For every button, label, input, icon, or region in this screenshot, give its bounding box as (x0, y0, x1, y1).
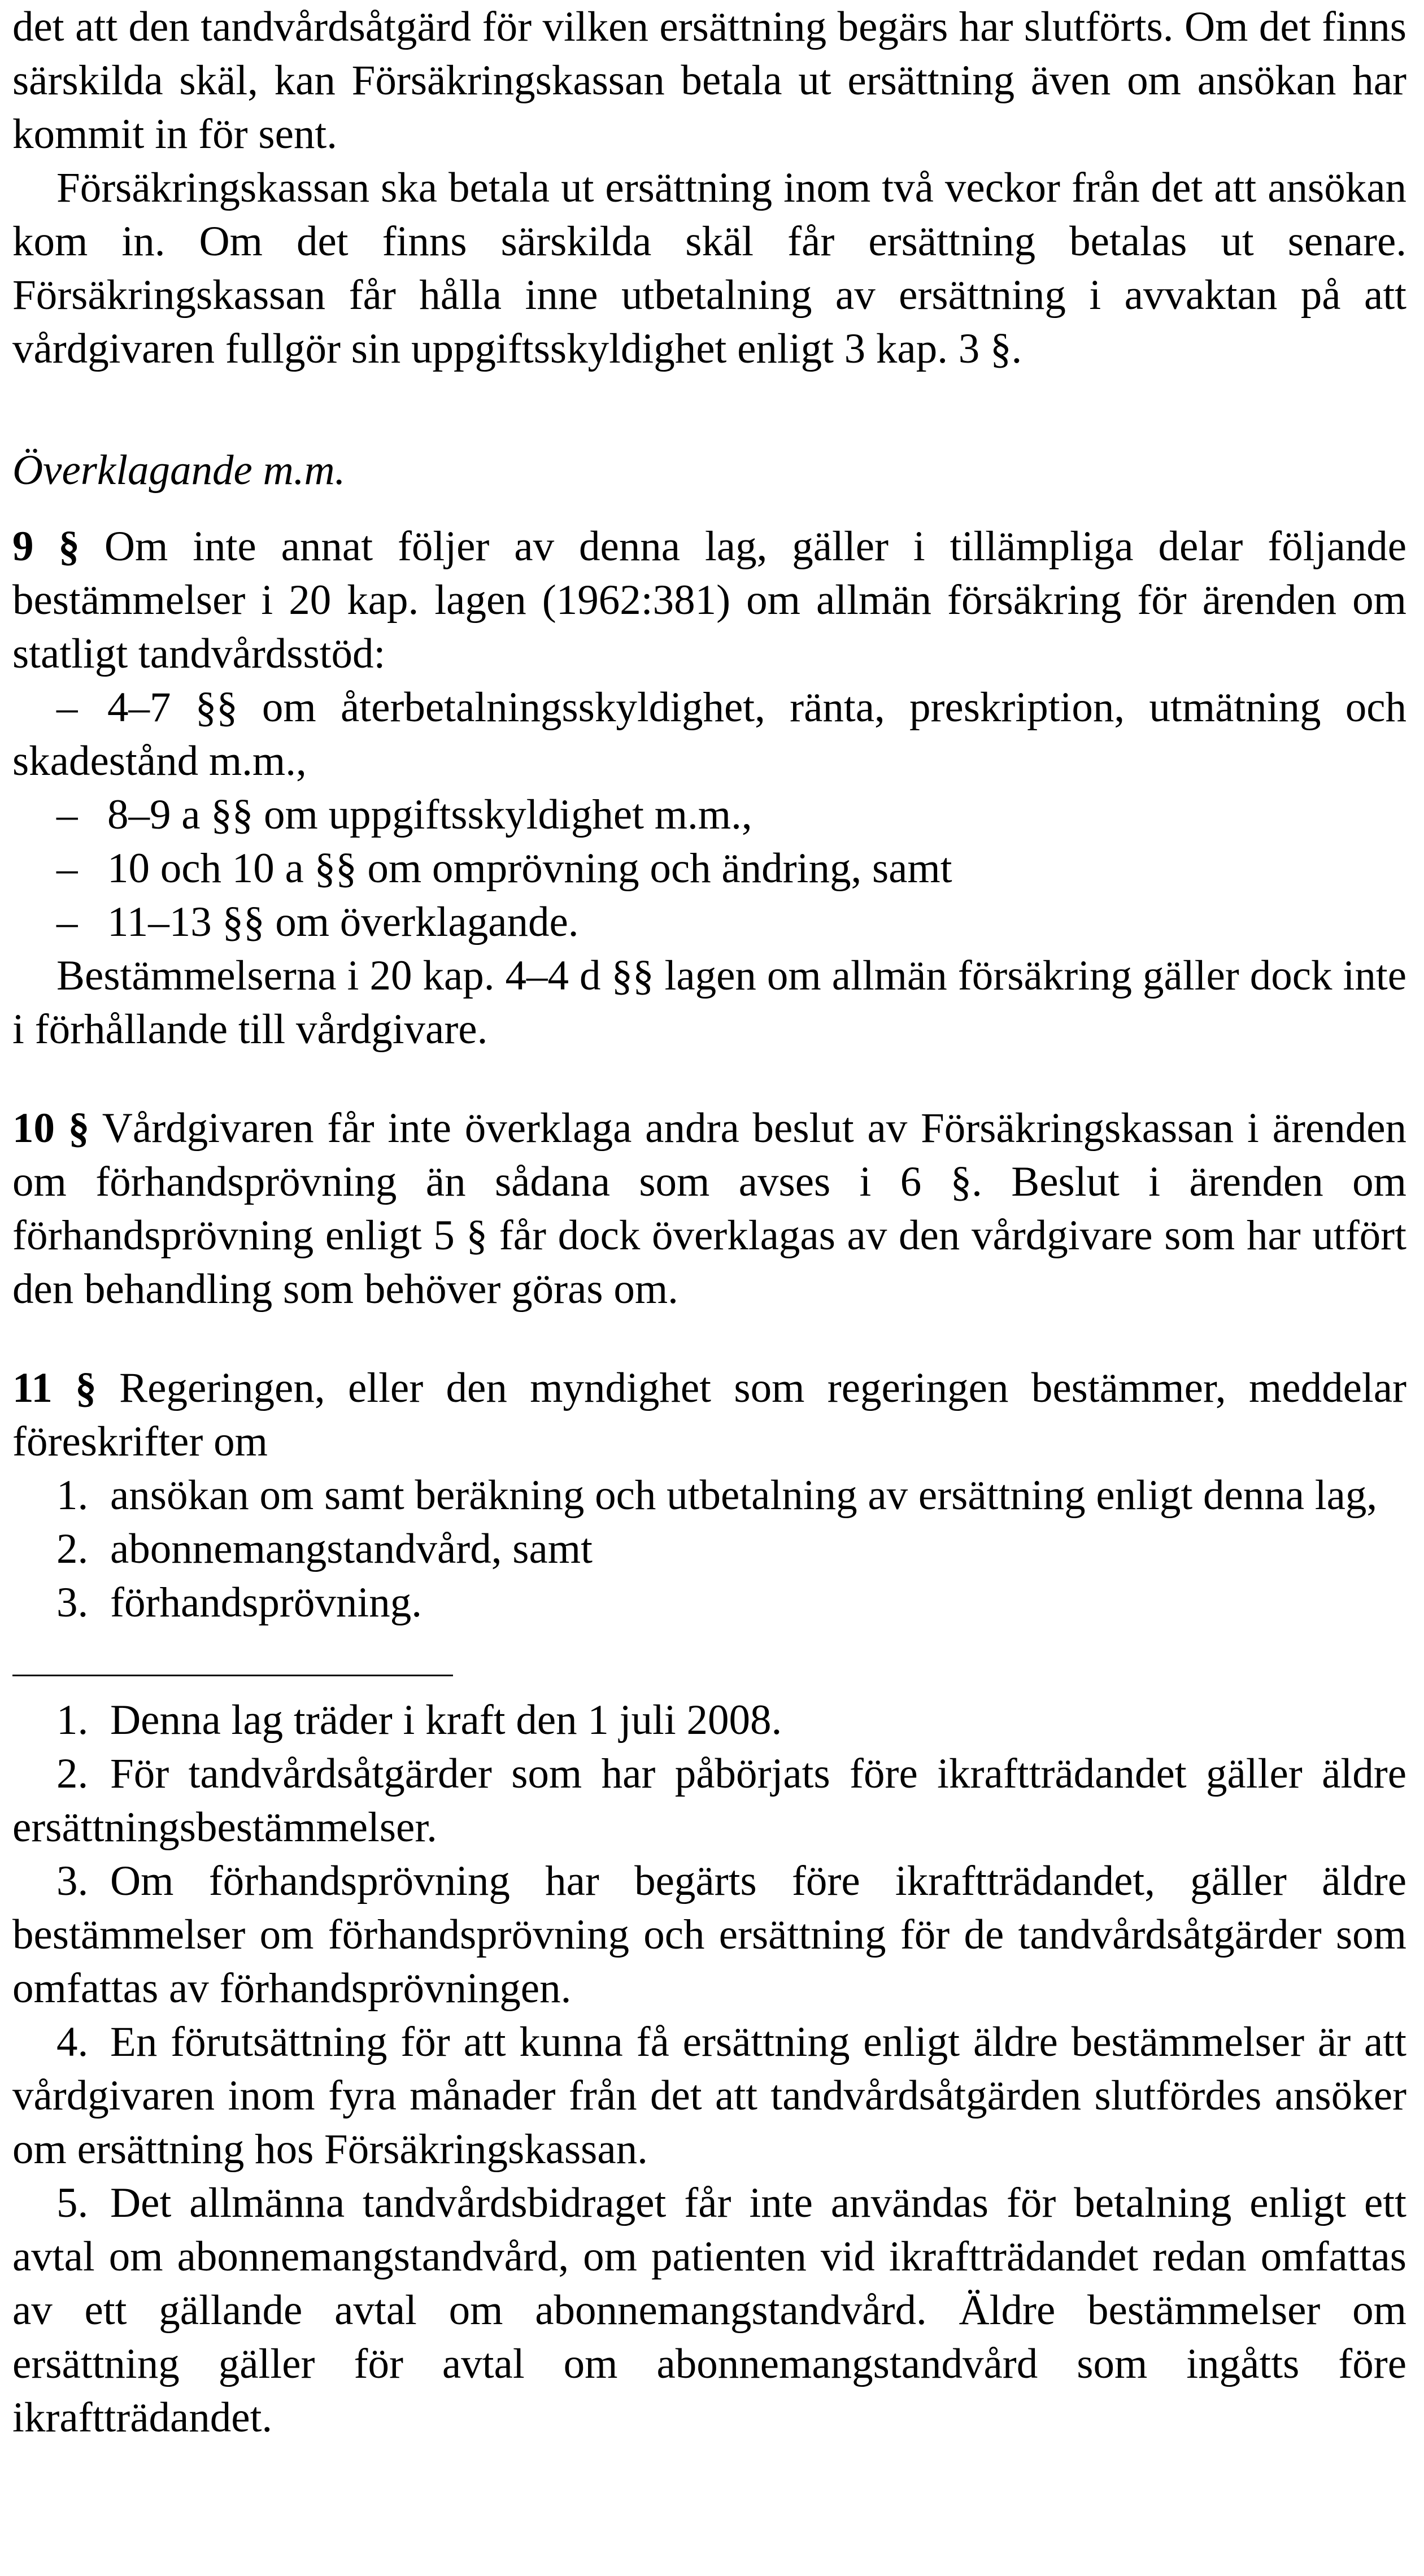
dash-bullet: – (56, 845, 78, 892)
list-item-text: ansökan om samt beräkning och utbetalning av ersättning enligt denna lag, (110, 1472, 1378, 1519)
section-10-number: 10 § (12, 1105, 90, 1152)
dash-bullet: – (56, 899, 78, 945)
section-9-number: 9 § (12, 523, 80, 570)
spacer (12, 1056, 1406, 1101)
list-number: 3. (56, 1579, 89, 1626)
dash-bullet: – (56, 791, 78, 838)
section-9-list-item (12, 842, 1406, 895)
spacer (12, 1676, 1406, 1693)
section-heading: Överklagande m.m. (12, 447, 346, 494)
intro-paragraph-1: det att den tandvårdsåtgärd för vilken ersättning begärs har slutförts. Om det finns särskilda skäl, kan Försäkringskassan betala ut ersättning även om ansökan har kommit in för sent. (12, 3, 1406, 158)
section-11-list-item (12, 1468, 1406, 1522)
section-9-list-item (12, 681, 1406, 788)
provision-number: 4. (56, 2019, 89, 2065)
transitional-provision (12, 2176, 1406, 2444)
section-11-text: Regeringen, eller den myndighet som regeringen bestämmer, meddelar föreskrifter om (12, 1365, 1406, 1465)
transitional-provision (12, 1747, 1406, 1854)
transitional-provision (12, 1854, 1406, 2015)
list-number: 2. (56, 1525, 89, 1572)
intro-paragraph-2: Försäkringskassan ska betala ut ersättning inom två veckor från det att ansökan kom in. Om det finns särskilda skäl får ersättning betalas ut senare. Försäkringskassan får hålla inne utbetalning av ersättning i avvaktan på att vårdgivaren fullgör sin uppgiftsskyldighet enligt 3 kap. 3 §. (12, 164, 1406, 372)
spacer (12, 1629, 1406, 1675)
section-9-text: Om inte annat följer av denna lag, gäller i tillämpliga delar följande bestämmelser i 20 kap. lagen (1962:381) om allmän försäkring för ärenden om statligt tandvårdsstöd: (12, 523, 1407, 677)
section-9-list-item (12, 788, 1406, 842)
list-number: 1. (56, 1472, 89, 1519)
section-9-closing: Bestämmelserna i 20 kap. 4–4 d §§ lagen om allmän försäkring gäller dock inte i förhållande till vårdgivare. (12, 952, 1406, 1053)
section-11-list-item (12, 1576, 1406, 1629)
provision-number: 5. (56, 2180, 89, 2226)
list-item-text: 11–13 §§ om överklagande. (107, 899, 579, 945)
section-11-list-item (12, 1522, 1406, 1576)
provision-text: För tandvårdsåtgärder som har påbörjats före ikraftträdandet gäller äldre ersättningsbestämmelser. (12, 1750, 1406, 1851)
spacer (12, 1316, 1406, 1361)
list-item-text: 4–7 §§ om återbetalningsskyldighet, ränta, preskription, utmätning och skadestånd m.m., (12, 684, 1406, 784)
section-9 (12, 520, 1406, 681)
provision-text: Det allmänna tandvårdsbidraget får inte användas för betalning enligt ett avtal om abonnemangstandvård, om patienten vid ikraftträdandet redan omfattas av ett gällande avtal om abonnemangstandvård. Äldre bestämmelser om ersättning gäller för avtal om abonnemangstandvård som ingåtts före ikraftträdandet. (12, 2180, 1406, 2441)
section-11 (12, 1361, 1406, 1468)
provision-number: 2. (56, 1750, 89, 1797)
provision-number: 3. (56, 1858, 89, 1904)
spacer (12, 376, 1406, 443)
list-item-text: förhandsprövning. (110, 1579, 422, 1626)
list-item-text: 10 och 10 a §§ om omprövning och ändring, samt (107, 845, 952, 892)
list-item-text: 8–9 a §§ om uppgiftsskyldighet m.m., (107, 791, 752, 838)
provision-text: En förutsättning för att kunna få ersättning enligt äldre bestämmelser är att vårdgivaren inom fyra månader från det att tandvårdsåtgärden slutfördes ansöker om ersättning hos Försäkringskassan. (12, 2019, 1406, 2173)
section-9-list-item (12, 895, 1406, 949)
transitional-provision (12, 1693, 1406, 1747)
provision-number: 1. (56, 1697, 89, 1744)
section-10-text: Vårdgivaren får inte överklaga andra beslut av Försäkringskassan i ärenden om förhandsprövning än sådana som avses i 6 §. Beslut i ärenden om förhandsprövning enligt 5 § får dock överklagas av den vårdgivare som har utfört den behandling som behöver göras om. (12, 1105, 1406, 1313)
document-page (12, 0, 1406, 2444)
transitional-provision (12, 2015, 1406, 2176)
provision-text: Denna lag träder i kraft den 1 juli 2008. (110, 1697, 782, 1744)
section-11-number: 11 § (12, 1365, 97, 1411)
provision-text: Om förhandsprövning har begärts före ikraftträdandet, gäller äldre bestämmelser om förhandsprövning och ersättning för de tandvårdsåtgärder som omfattas av förhandsprövningen. (12, 1858, 1406, 2012)
spacer (12, 497, 1406, 520)
section-10 (12, 1101, 1406, 1316)
dash-bullet: – (56, 684, 78, 731)
list-item-text: abonnemangstandvård, samt (110, 1525, 593, 1572)
